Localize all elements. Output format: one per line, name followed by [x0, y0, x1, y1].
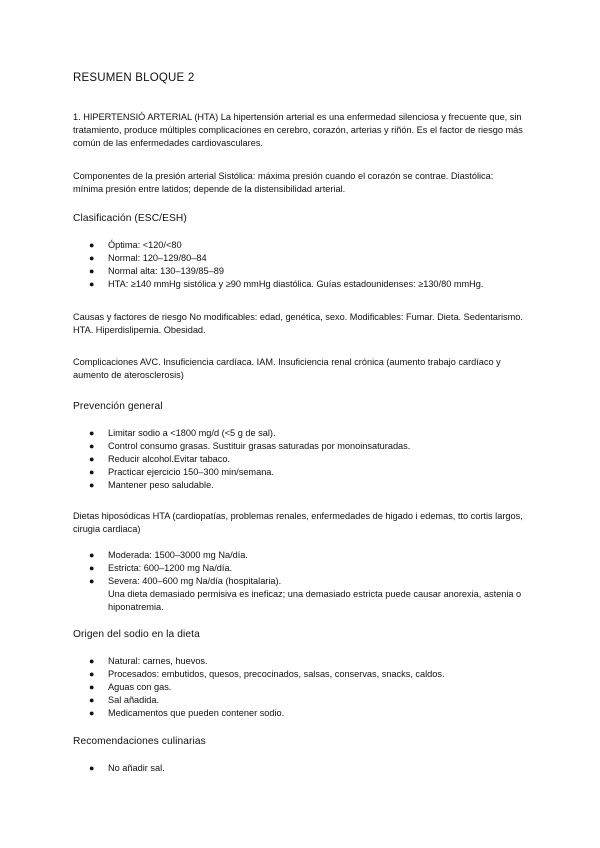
list-item-text: Aguas con gas. — [108, 682, 172, 692]
bullet-icon: ● — [89, 253, 95, 263]
bullet-icon: ● — [89, 708, 95, 718]
list-item — [73, 575, 533, 614]
list-item-text: Natural: carnes, huevos. — [108, 656, 208, 666]
list-item-text: Practicar ejercicio 150–300 min/semana. — [108, 467, 274, 477]
list-item-text: Procesados: embutidos, quesos, precocinados, salsas, conservas, snacks, caldos. — [108, 669, 445, 679]
sodium-origin-list — [73, 655, 533, 720]
list-item — [73, 707, 533, 720]
bullet-icon: ● — [89, 480, 95, 490]
bullet-icon: ● — [89, 428, 95, 438]
list-item-text: Mantener peso saludable. — [108, 480, 214, 490]
bullet-icon: ● — [89, 240, 95, 250]
sodium-origin-heading: Origen del sodio en la dieta — [73, 629, 200, 640]
list-item — [73, 694, 533, 707]
list-item-text: Estricta: 600–1200 mg Na/día. — [108, 563, 233, 573]
list-item-text: Normal: 120–129/80–84 — [108, 253, 207, 263]
intro-paragraph: 1. HIPERTENSIÓ ARTERIAL (HTA) La hipertensión arterial es una enfermedad silenciosa y frecuente que, sin tratamiento, produce múltiples complicaciones en cerebro, corazón, arterias y riñón. Es el factor de riesgo más común de las enfermedades cardiovasculares. — [73, 112, 523, 148]
list-item — [73, 681, 533, 694]
list-item-text: Óptima: <120/<80 — [108, 240, 182, 250]
causes-paragraph: Causas y factores de riesgo No modificables: edad, genética, sexo. Modificables: Fumar. Dieta. Sedentarismo. HTA. Hiperdislipemia. Obesidad. — [73, 312, 523, 335]
list-item — [73, 453, 533, 466]
bullet-icon: ● — [89, 763, 95, 773]
bullet-icon: ● — [89, 576, 95, 586]
prevention-heading: Prevención general — [73, 401, 163, 412]
classification-list — [73, 239, 533, 291]
list-item — [73, 655, 533, 668]
list-item — [73, 440, 533, 453]
classification-heading: Clasificación (ESC/ESH) — [73, 213, 187, 224]
list-item — [73, 278, 533, 291]
bullet-icon: ● — [89, 279, 95, 289]
document-title: RESUMEN BLOQUE 2 — [73, 72, 195, 84]
list-item-text: Reducir alcohol.Evitar tabaco. — [108, 454, 231, 464]
list-item — [73, 562, 533, 575]
bullet-icon: ● — [89, 441, 95, 451]
bullet-icon: ● — [89, 563, 95, 573]
bullet-icon: ● — [89, 454, 95, 464]
list-item — [73, 252, 533, 265]
culinary-heading: Recomendaciones culinarias — [73, 736, 206, 747]
list-item-text: No añadir sal. — [108, 763, 165, 773]
list-item-text: Severa: 400–600 mg Na/día (hospitalaria). — [108, 576, 282, 586]
list-item-text: Sal añadida. — [108, 695, 160, 705]
culinary-list — [73, 762, 533, 775]
diets-note: Una dieta demasiado permisiva es ineficaz; una demasiado estricta puede causar anorexia, astenia o hiponatremia. — [108, 589, 522, 612]
list-item — [73, 549, 533, 562]
list-item-text: Moderada: 1500–3000 mg Na/día. — [108, 550, 248, 560]
list-item-text: Medicamentos que pueden contener sodio. — [108, 708, 285, 718]
bullet-icon: ● — [89, 467, 95, 477]
bullet-icon: ● — [89, 266, 95, 276]
list-item — [73, 479, 533, 492]
prevention-list — [73, 427, 533, 492]
bullet-icon: ● — [89, 695, 95, 705]
bullet-icon: ● — [89, 550, 95, 560]
list-item — [73, 668, 533, 681]
list-item-text: Normal alta: 130–139/85–89 — [108, 266, 224, 276]
list-item — [73, 762, 533, 775]
list-item — [73, 427, 533, 440]
components-paragraph: Componentes de la presión arterial Sistólica: máxima presión cuando el corazón se contrae. Diastólica: mínima presión entre latidos; depende de la distensibilidad arterial. — [73, 171, 494, 194]
list-item — [73, 239, 533, 252]
list-item-text: Control consumo grasas. Sustituir grasas saturadas por monoinsaturadas. — [108, 441, 411, 451]
complications-paragraph: Complicaciones AVC. Insuficiencia cardíaca. IAM. Insuficiencia renal crónica (aumento trabajo cardíaco y aumento de aterosclerosis) — [73, 357, 501, 380]
bullet-icon: ● — [89, 669, 95, 679]
diets-heading: Dietas hiposódicas HTA (cardiopatías, problemas renales, enfermedades de higado i edemas, tto cortis largos, cirugia cardiaca) — [73, 511, 523, 534]
list-item — [73, 265, 533, 278]
list-item-text: Limitar sodio a <1800 mg/d (<5 g de sal). — [108, 428, 276, 438]
list-item — [73, 466, 533, 479]
diets-list — [73, 549, 533, 614]
bullet-icon: ● — [89, 656, 95, 666]
list-item-text: HTA: ≥140 mmHg sistólica y ≥90 mmHg diastólica. Guías estadounidenses: ≥130/80 mmHg. — [108, 279, 484, 289]
bullet-icon: ● — [89, 682, 95, 692]
